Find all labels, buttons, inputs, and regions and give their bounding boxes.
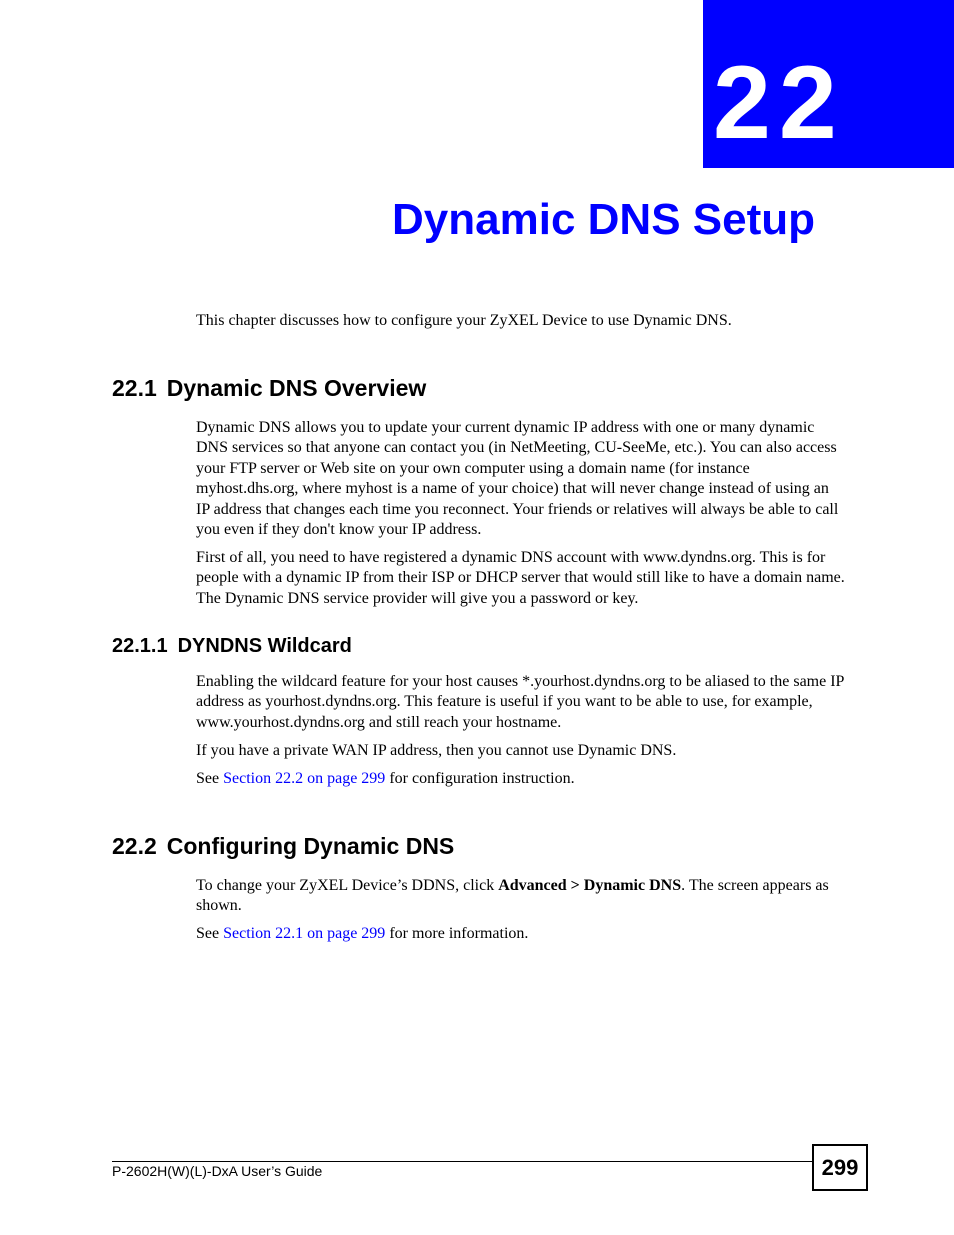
see-prefix: See [196,925,224,942]
section-title: DYNDNS Wildcard [177,635,352,657]
section-heading-configuring [112,831,454,861]
wildcard-see-paragraph [196,769,846,789]
section-title: Dynamic DNS Overview [166,375,427,401]
section-heading-overview [112,373,426,403]
menu-path: Advanced > Dynamic DNS [498,877,682,894]
para-prefix: To change your ZyXEL Device’s DDNS, click [196,877,499,894]
chapter-title: Dynamic DNS Setup [392,195,815,244]
wildcard-paragraph-1: Enabling the wildcard feature for your host causes *.yourhost.dyndns.org to be aliased to the same IP address as yourhost.dyndns.org. This feature is useful if you want to be able to use, for example, www.yourhost.dyndns.org and still reach your hostname. [196,673,844,731]
wildcard-paragraph-2: If you have a private WAN IP address, then you cannot use Dynamic DNS. [196,742,677,759]
overview-paragraph-2: First of all, you need to have registered a dynamic DNS account with www.dyndns.org. This is for people with a dynamic IP from their ISP or DHCP server that would still like to have a domain name. The Dynamic DNS service provider will give you a password or key. [196,549,845,607]
page-number: 299 [812,1144,868,1191]
section-number: 22.1.1 [112,635,168,657]
section-number: 22.2 [112,833,157,859]
section-22-1-link[interactable]: Section 22.1 on page 299 [223,925,386,942]
configuring-see-paragraph [196,924,846,944]
intro-paragraph: This chapter discusses how to configure your ZyXEL Device to use Dynamic DNS. [196,312,732,329]
para-suffix: . The screen appears as shown. [196,877,829,915]
section-title: Configuring Dynamic DNS [166,833,455,859]
see-suffix: for more information. [385,925,529,942]
section-heading-wildcard [112,633,352,659]
footer-guide-title: P-2602H(W)(L)-DxA User’s Guide [112,1163,323,1179]
overview-paragraph-1: Dynamic DNS allows you to update your current dynamic IP address with one or many dynamic DNS services so that anyone can contact you (in NetMeeting, CU-SeeMe, etc.). You can also access your FTP server or Web site on your own computer using a domain name (for instance myhost.dhs.org, where myhost is a name of your choice) that will never change instead of using an IP address that changes each time you reconnect. Your friends or relatives will always be able to call you even if they don't know your IP address. [196,419,839,539]
chapter-number: 22 [713,45,845,161]
see-suffix: for configuration instruction. [385,770,575,787]
configuring-paragraph [196,876,846,917]
section-22-2-link[interactable]: Section 22.2 on page 299 [223,770,386,787]
see-prefix: See [196,770,224,787]
section-number: 22.1 [112,375,157,401]
